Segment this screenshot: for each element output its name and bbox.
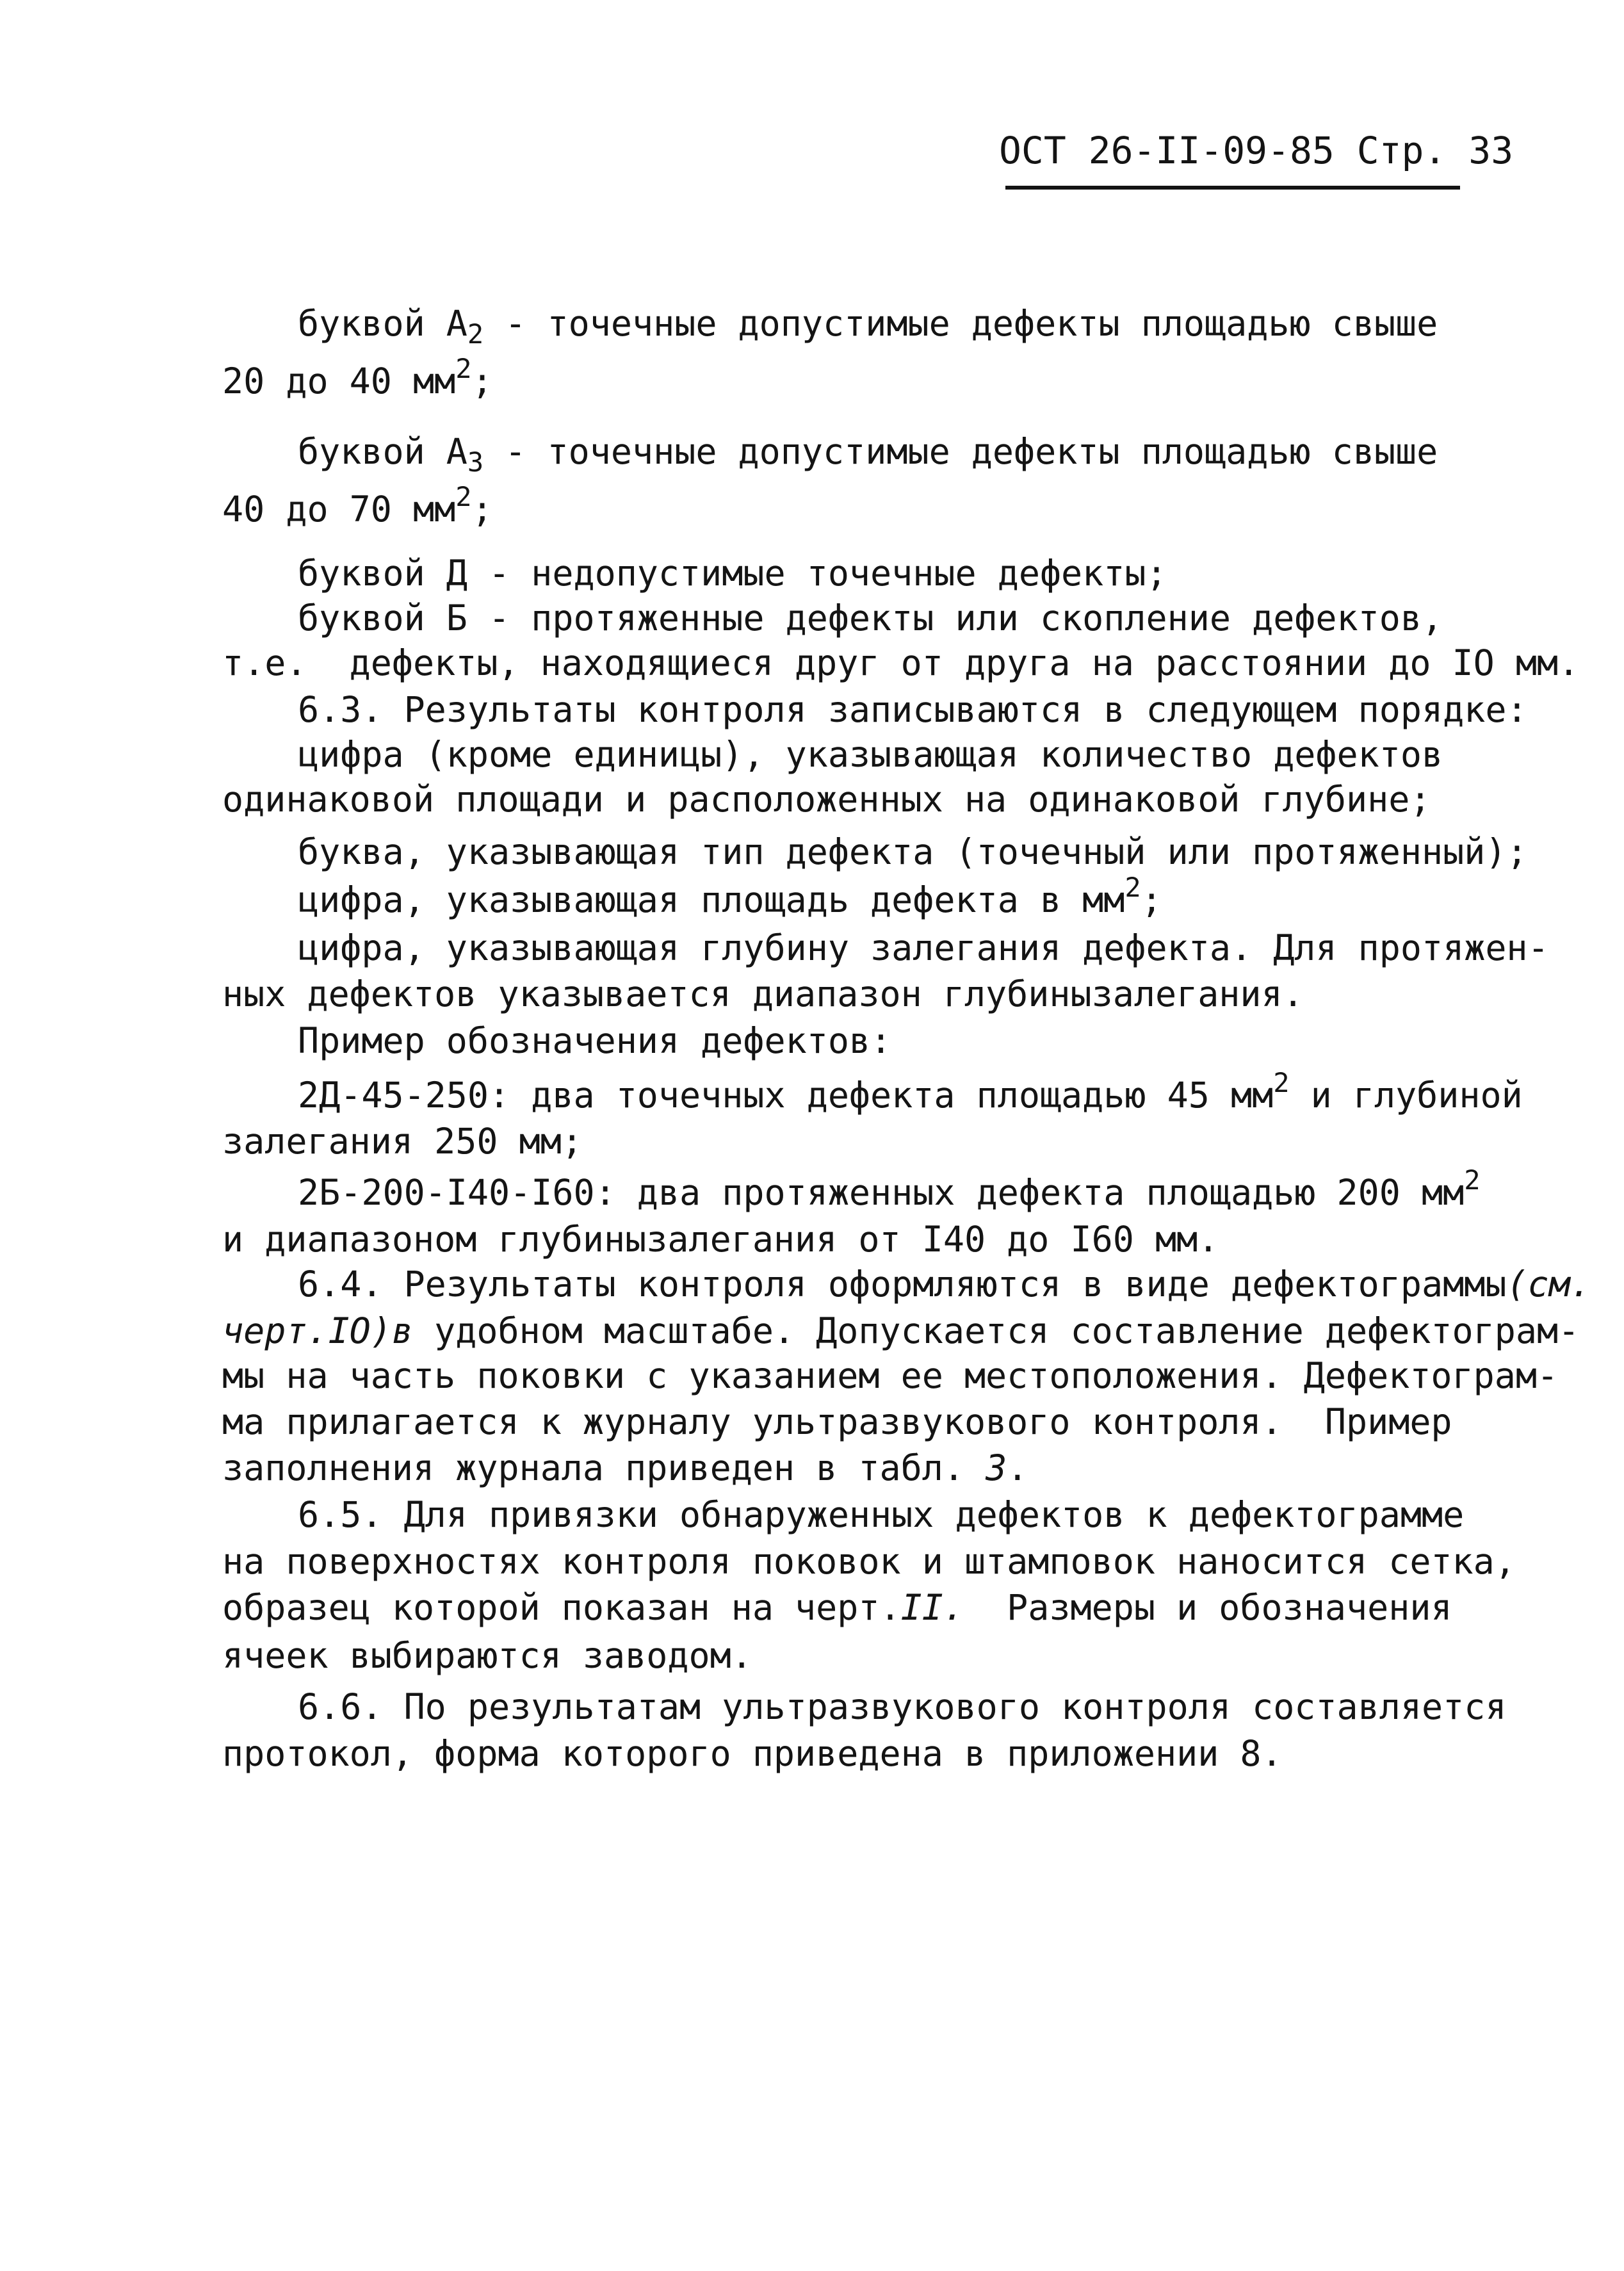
text-line: цифра, указывающая глубину залегания дефекта. Для протяжен-: [298, 927, 1549, 968]
superscript: 2: [1125, 872, 1141, 903]
text-line: буквой Б - протяженные дефекты или скопление дефектов,: [298, 598, 1443, 639]
text-line: ячеек выбираются заводом.: [222, 1635, 752, 1676]
text-line: [298, 874, 1162, 925]
handwritten-annotation: 3: [986, 1447, 1007, 1488]
text-fragment: ;: [471, 489, 493, 530]
text-fragment: заполнения журнала приведен в табл.: [222, 1447, 986, 1488]
text-line: [298, 1258, 1591, 1310]
text-line: 6.3. Результаты контроля записываются в следующем порядке:: [298, 689, 1528, 730]
text-line: буква, указывающая тип дефекта (точечный или протяженный);: [298, 831, 1528, 872]
text-fragment: 20 до 40 мм: [222, 361, 456, 402]
subscript: 2: [467, 318, 484, 350]
text-fragment: ;: [1141, 879, 1162, 920]
text-line: [298, 298, 1438, 349]
text-fragment: ;: [471, 361, 493, 402]
text-line: залегания 250 мм;: [222, 1121, 583, 1162]
text-line: [222, 1305, 1579, 1356]
text-fragment: 6.4. Результаты контроля оформляются в виде дефектограммы: [298, 1264, 1507, 1305]
text-fragment: Размеры и обозначения: [964, 1587, 1452, 1628]
text-fragment: буквой А: [298, 431, 467, 472]
superscript: 2: [1464, 1164, 1481, 1196]
text-line: мы на часть поковки с указанием ее местоположения. Дефектограм-: [222, 1355, 1559, 1396]
text-line: 6.6. По результатам ультразвукового контроля составляется: [298, 1686, 1507, 1727]
text-line: [298, 426, 1438, 477]
text-line: одинаковой площади и расположенных на одинаковой глубине;: [222, 779, 1431, 820]
text-fragment: 40 до 70 мм: [222, 489, 456, 530]
handwritten-annotation: (см.: [1506, 1264, 1591, 1305]
text-line: 6.5. Для привязки обнаруженных дефектов к дефектограмме: [298, 1494, 1465, 1535]
text-line: [298, 1164, 1481, 1218]
text-fragment: 2Б-200-I40-I60: два протяженных дефекта площадью 200 мм: [298, 1172, 1465, 1213]
text-line: [298, 1067, 1523, 1121]
superscript: 2: [455, 481, 472, 512]
superscript: 2: [455, 353, 472, 384]
text-fragment: цифра, указывающая площадь дефекта в мм: [298, 879, 1125, 920]
text-fragment: 2Д-45-250: два точечных дефекта площадью 45 мм: [298, 1075, 1274, 1116]
text-fragment: удобном масштабе. Допускается составление дефектограм-: [413, 1310, 1580, 1351]
text-line: буквой Д - недопустимые точечные дефекты;: [298, 553, 1167, 594]
text-fragment: буквой А: [298, 303, 467, 344]
handwritten-annotation: черт.IO)в: [222, 1310, 414, 1351]
text-fragment: - точечные допустимые дефекты площадью свыше: [483, 431, 1438, 472]
document-header: ОСТ 26-II-09-85 Стр. 33: [999, 129, 1514, 172]
text-line: и диапазоном глубинызалегания от I40 до I60 мм.: [222, 1219, 1219, 1260]
text-line: Пример обозначения дефектов:: [298, 1020, 892, 1061]
subscript: 3: [467, 446, 484, 478]
text-line: [222, 1442, 1028, 1494]
text-line: протокол, форма которого приведена в приложении 8.: [222, 1733, 1283, 1774]
text-fragment: и глубиной: [1289, 1075, 1523, 1116]
handwritten-annotation: II.: [900, 1587, 964, 1628]
text-line: [222, 355, 493, 407]
header-underline: [1005, 186, 1460, 190]
text-line: цифра (кроме единицы), указывающая количество дефектов: [298, 734, 1443, 775]
text-line: [222, 1582, 1452, 1633]
superscript: 2: [1273, 1067, 1290, 1098]
text-line: ных дефектов указывается диапазон глубинызалегания.: [222, 973, 1304, 1014]
text-line: ма прилагается к журналу ультразвукового контроля. Пример: [222, 1401, 1452, 1442]
text-fragment: - точечные допустимые дефекты площадью свыше: [483, 303, 1438, 344]
text-fragment: образец которой показан на черт.: [222, 1587, 901, 1628]
text-line: т.е. дефекты, находящиеся друг от друга на расстоянии до IO мм.: [222, 642, 1580, 683]
text-line: [222, 481, 493, 535]
text-line: на поверхностях контроля поковок и штамповок наносится сетка,: [222, 1541, 1516, 1582]
text-fragment: .: [1007, 1447, 1028, 1488]
